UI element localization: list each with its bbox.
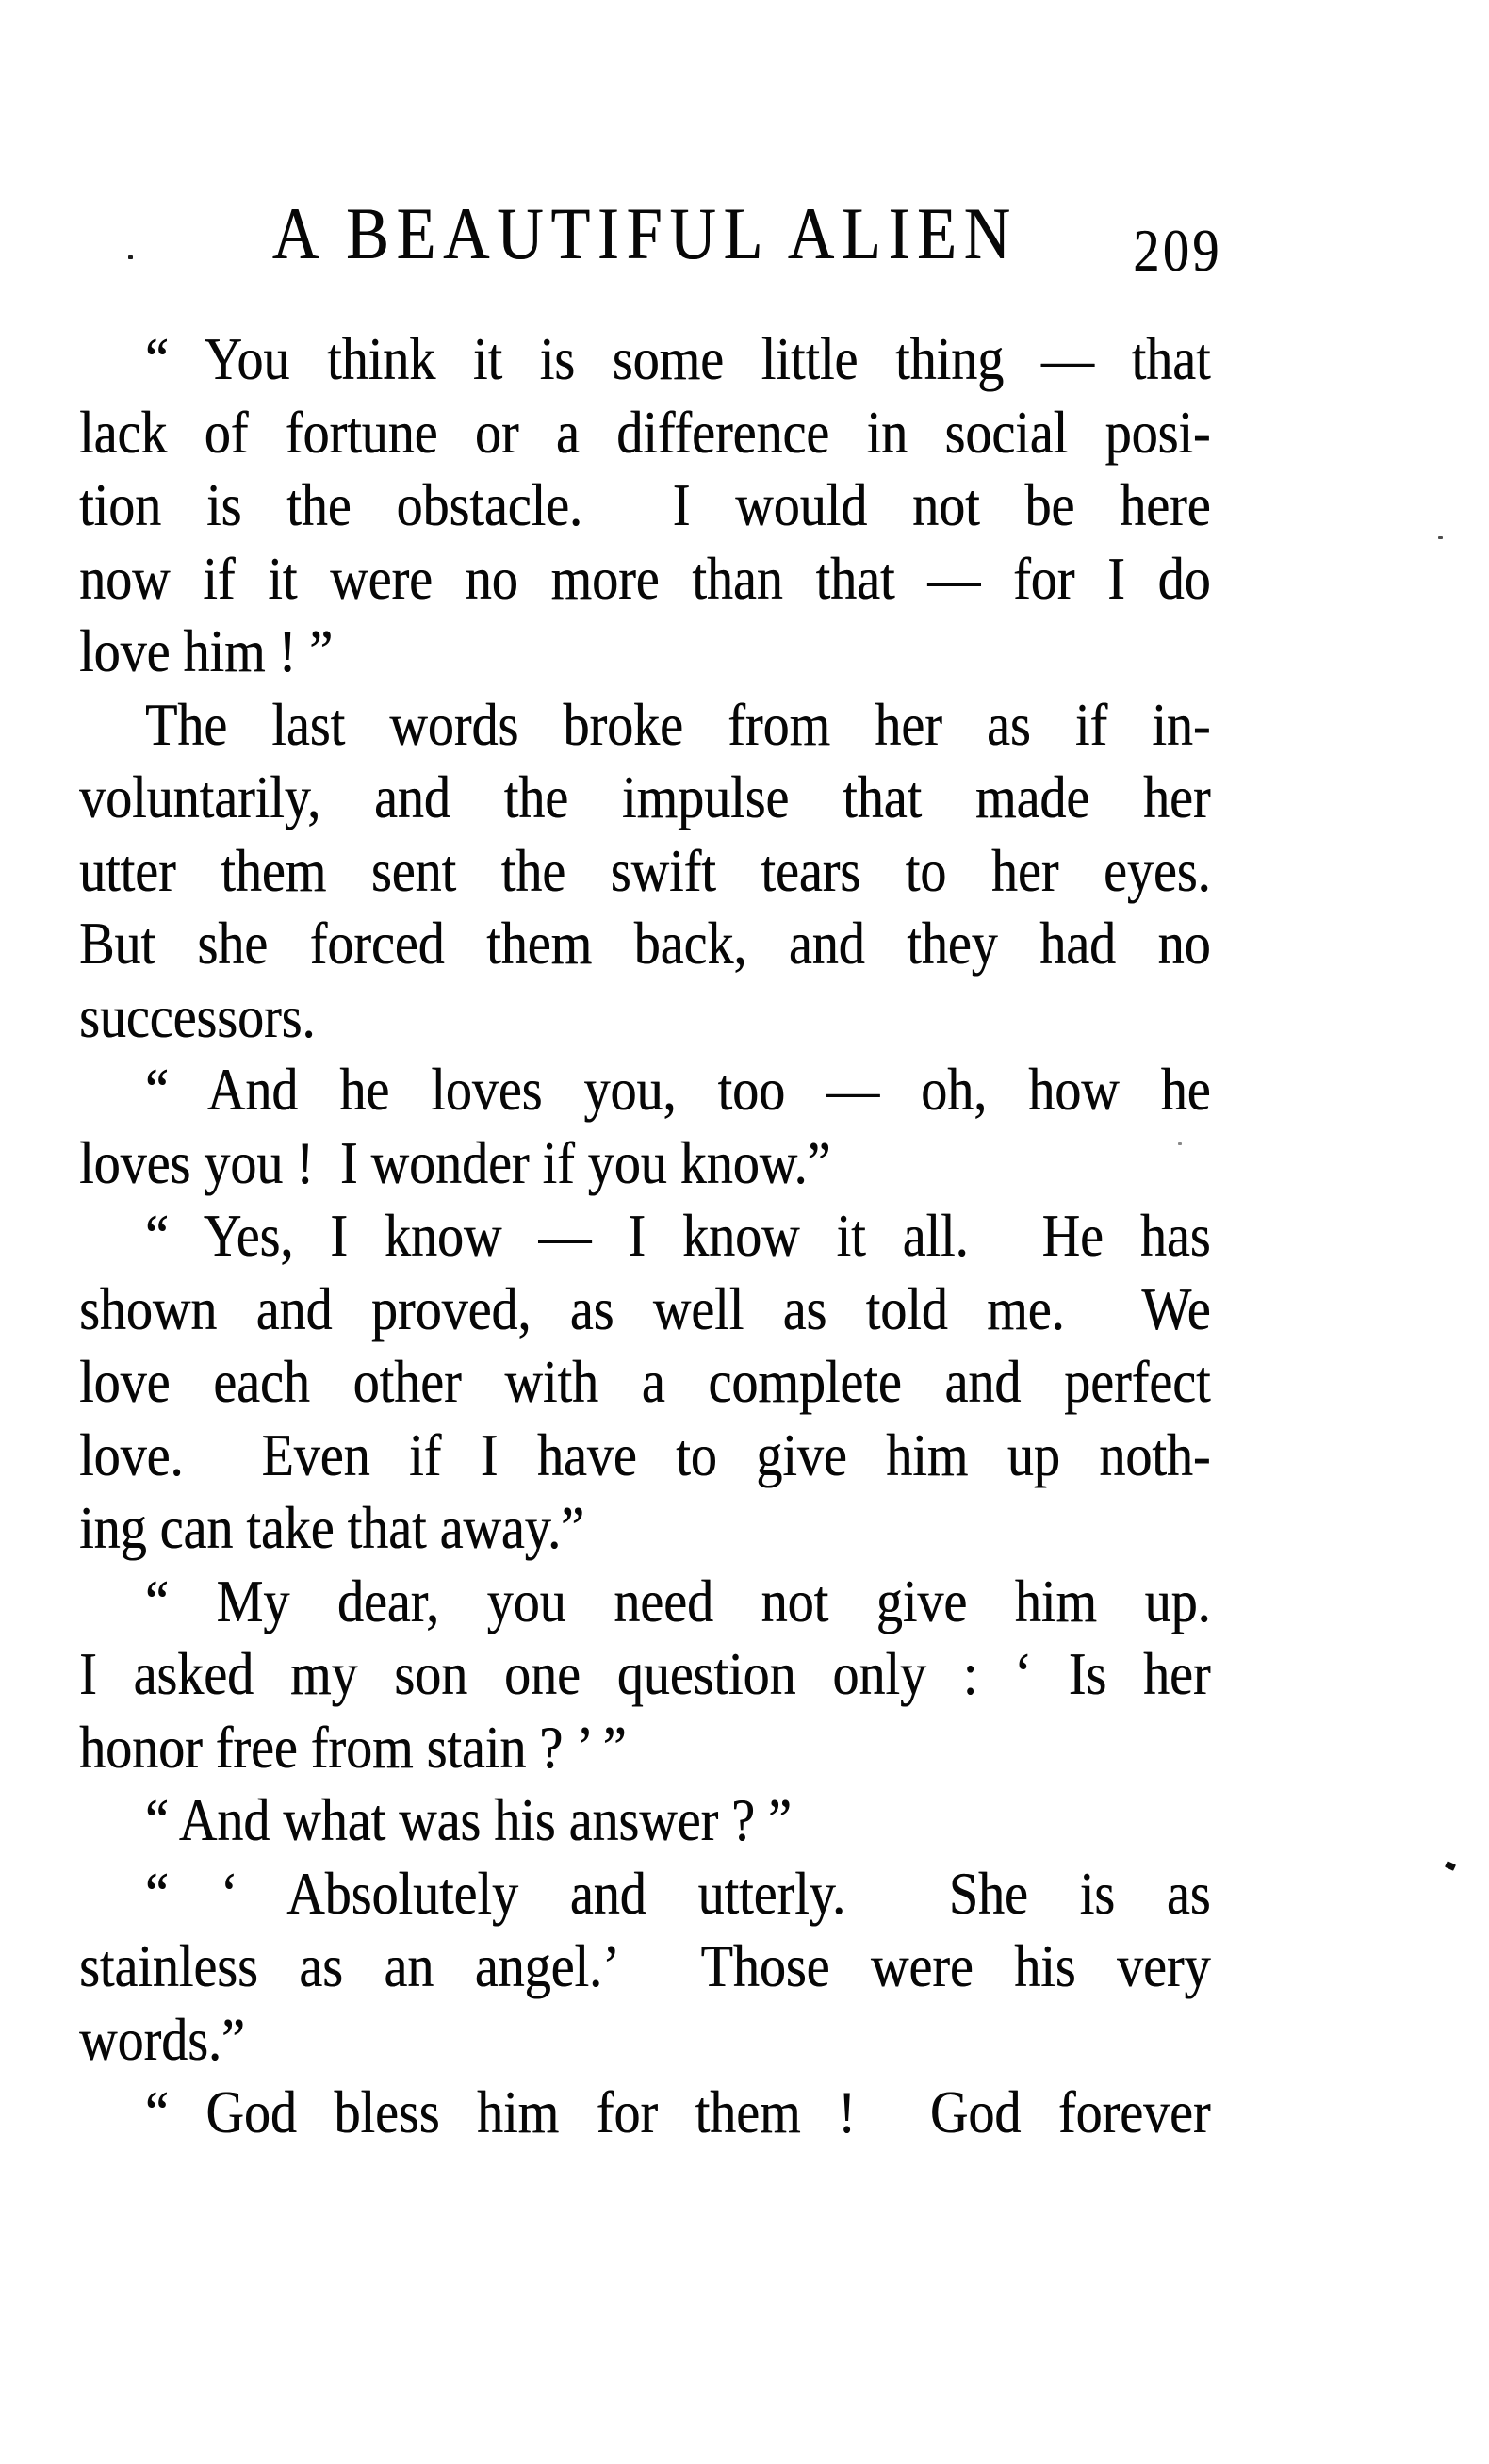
text-line: love him ! ” [79, 617, 334, 684]
text-line: now if it were no more than that — for I do [79, 544, 1211, 612]
text-line: But she forced them back, and they had no [79, 910, 1211, 977]
text-line: voluntarily, and the impulse that made her [79, 764, 1211, 830]
text-line: “ My dear, you need not give him up. [145, 1567, 1211, 1634]
text-line: “ ‘ Absolutely and utterly. She is as [145, 1859, 1211, 1927]
text-line: ing can take that away.” [79, 1494, 584, 1561]
text-line: honor free from stain ? ’ ” [79, 1713, 627, 1781]
page-number: 209 [1133, 217, 1222, 284]
ink-speck [128, 255, 133, 259]
text-line: I asked my son one question only : ‘ Is her [79, 1640, 1211, 1707]
ink-speck [1445, 1861, 1456, 1871]
text-line: love each other with a complete and perfect [79, 1348, 1211, 1415]
text-line: lack of fortune or a difference in social posi- [79, 398, 1211, 466]
text-line: shown and proved, as well as told me. We [79, 1274, 1211, 1342]
ink-speck [1178, 1142, 1182, 1145]
text-line: utter them sent the swift tears to her eyes. [79, 836, 1211, 904]
text-line: tion is the obstacle. I would not be here [79, 471, 1211, 538]
text-line: “ God bless him for them ! God forever [145, 2078, 1211, 2145]
text-line: stainless as an angel.’ Those were his very [79, 1932, 1211, 1999]
body-text [79, 322, 1211, 2149]
text-line: words.” [79, 2005, 245, 2073]
text-line: love. Even if I have to give him up noth- [79, 1421, 1211, 1488]
text-line: “ And what was his answer ? ” [145, 1786, 792, 1853]
text-line: successors. [79, 982, 316, 1050]
running-header-title: A BEAUTIFUL ALIEN [271, 192, 1018, 274]
text-line: “ You think it is some little thing — that [145, 325, 1211, 392]
text-line: loves you ! I wonder if you know.” [79, 1128, 831, 1196]
text-line: “ Yes, I know — I know it all. He has [145, 1202, 1211, 1269]
text-line: “ And he loves you, too — oh, how he [145, 1056, 1211, 1123]
ink-speck [1438, 536, 1443, 539]
text-line: The last words broke from her as if in- [145, 690, 1211, 758]
